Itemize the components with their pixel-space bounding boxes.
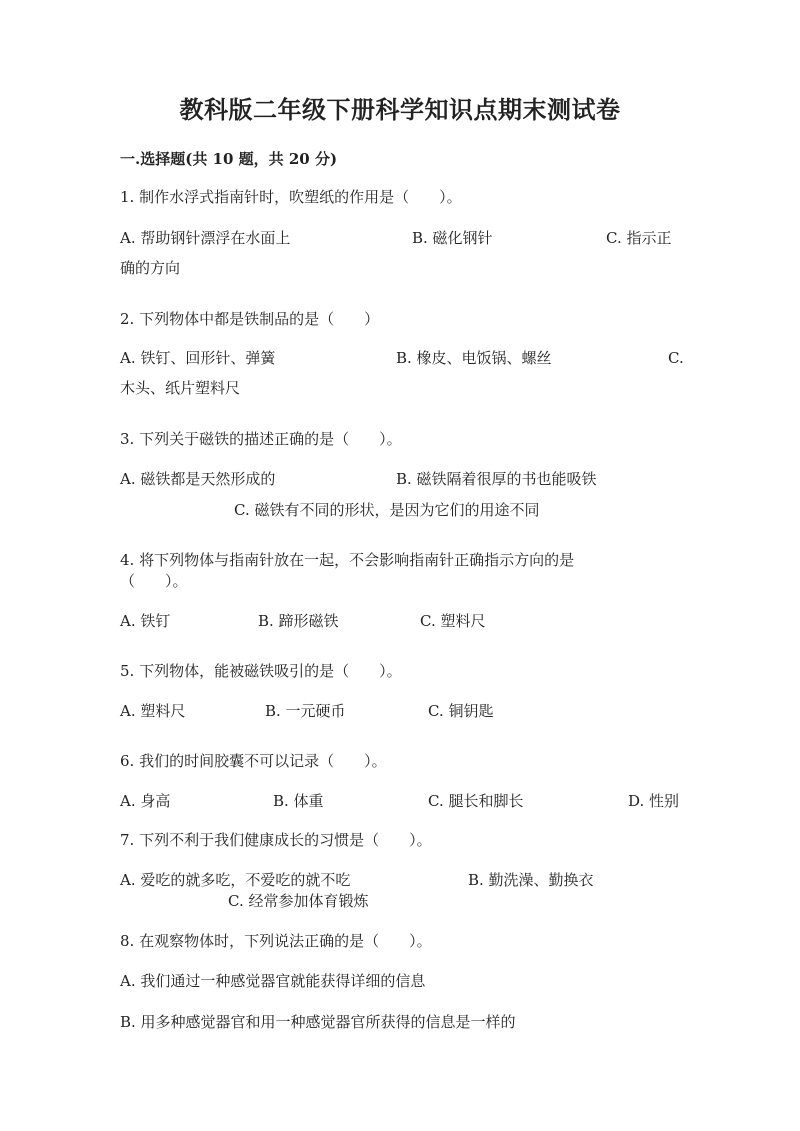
question-7-stem: 7. 下列不利于我们健康成长的习惯是（ ）。 (120, 831, 432, 849)
question-5-option-c: C. 铜钥匙 (428, 702, 494, 720)
question-6-option-c: C. 腿长和脚长 (428, 792, 524, 810)
question-3-option-b: B. 磁铁隔着很厚的书也能吸铁 (396, 470, 597, 488)
question-1-option-b: B. 磁化钢针 (412, 229, 493, 247)
question-2-option-b: B. 橡皮、电饭锅、螺丝 (396, 349, 552, 367)
question-3-option-a: A. 磁铁都是天然形成的 (120, 470, 276, 488)
question-4-option-a: A. 铁钉 (120, 612, 171, 630)
question-4-option-c: C. 塑料尺 (420, 612, 486, 630)
question-7-option-a: A. 爱吃的就多吃，不爱吃的就不吃 (120, 871, 351, 889)
question-6-stem: 6. 我们的时间胶囊不可以记录（ ）。 (120, 752, 387, 770)
question-5-stem: 5. 下列物体，能被磁铁吸引的是（ ）。 (120, 662, 402, 680)
question-1-option-c: C. 指示正 (606, 229, 672, 247)
question-5-option-a: A. 塑料尺 (120, 702, 186, 720)
question-1-option-a: A. 帮助钢针漂浮在水面上 (120, 229, 291, 247)
question-8-stem: 8. 在观察物体时，下列说法正确的是（ ）。 (120, 932, 432, 950)
page-title: 教科版二年级下册科学知识点期末测试卷 (179, 95, 621, 124)
question-7-option-c: C. 经常参加体育锻炼 (228, 892, 369, 910)
question-4-stem: 4. 将下列物体与指南针放在一起，不会影响指南针正确指示方向的是 (120, 551, 575, 569)
question-3-stem: 3. 下列关于磁铁的描述正确的是（ ）。 (120, 430, 402, 448)
question-1-option-c-cont: 确的方向 (120, 259, 181, 277)
question-5-option-b: B. 一元硬币 (265, 702, 346, 720)
section-heading: 一.选择题(共 10 题，共 20 分) (120, 150, 338, 168)
question-7-option-b: B. 勤洗澡、勤换衣 (468, 871, 594, 889)
question-2-stem: 2. 下列物体中都是铁制品的是（ ） (120, 310, 380, 328)
question-2-option-c: C. (668, 349, 684, 367)
question-2-option-a: A. 铁钉、回形针、弹簧 (120, 349, 276, 367)
question-8-option-b: B. 用多种感觉器官和用一种感觉器官所获得的信息是一样的 (120, 1013, 516, 1031)
question-1-stem: 1. 制作水浮式指南针时，吹塑纸的作用是（ ）。 (120, 188, 462, 206)
question-8-option-a: A. 我们通过一种感觉器官就能获得详细的信息 (120, 972, 426, 990)
question-3-option-c: C. 磁铁有不同的形状，是因为它们的用途不同 (234, 501, 540, 519)
question-2-option-c-cont: 木头、纸片塑料尺 (120, 379, 241, 397)
question-6-option-a: A. 身高 (120, 792, 171, 810)
question-6-option-d: D. 性别 (628, 792, 680, 810)
question-4-option-b: B. 蹄形磁铁 (258, 612, 339, 630)
question-6-option-b: B. 体重 (273, 792, 324, 810)
question-4-stem-cont: （ ）。 (120, 572, 188, 590)
